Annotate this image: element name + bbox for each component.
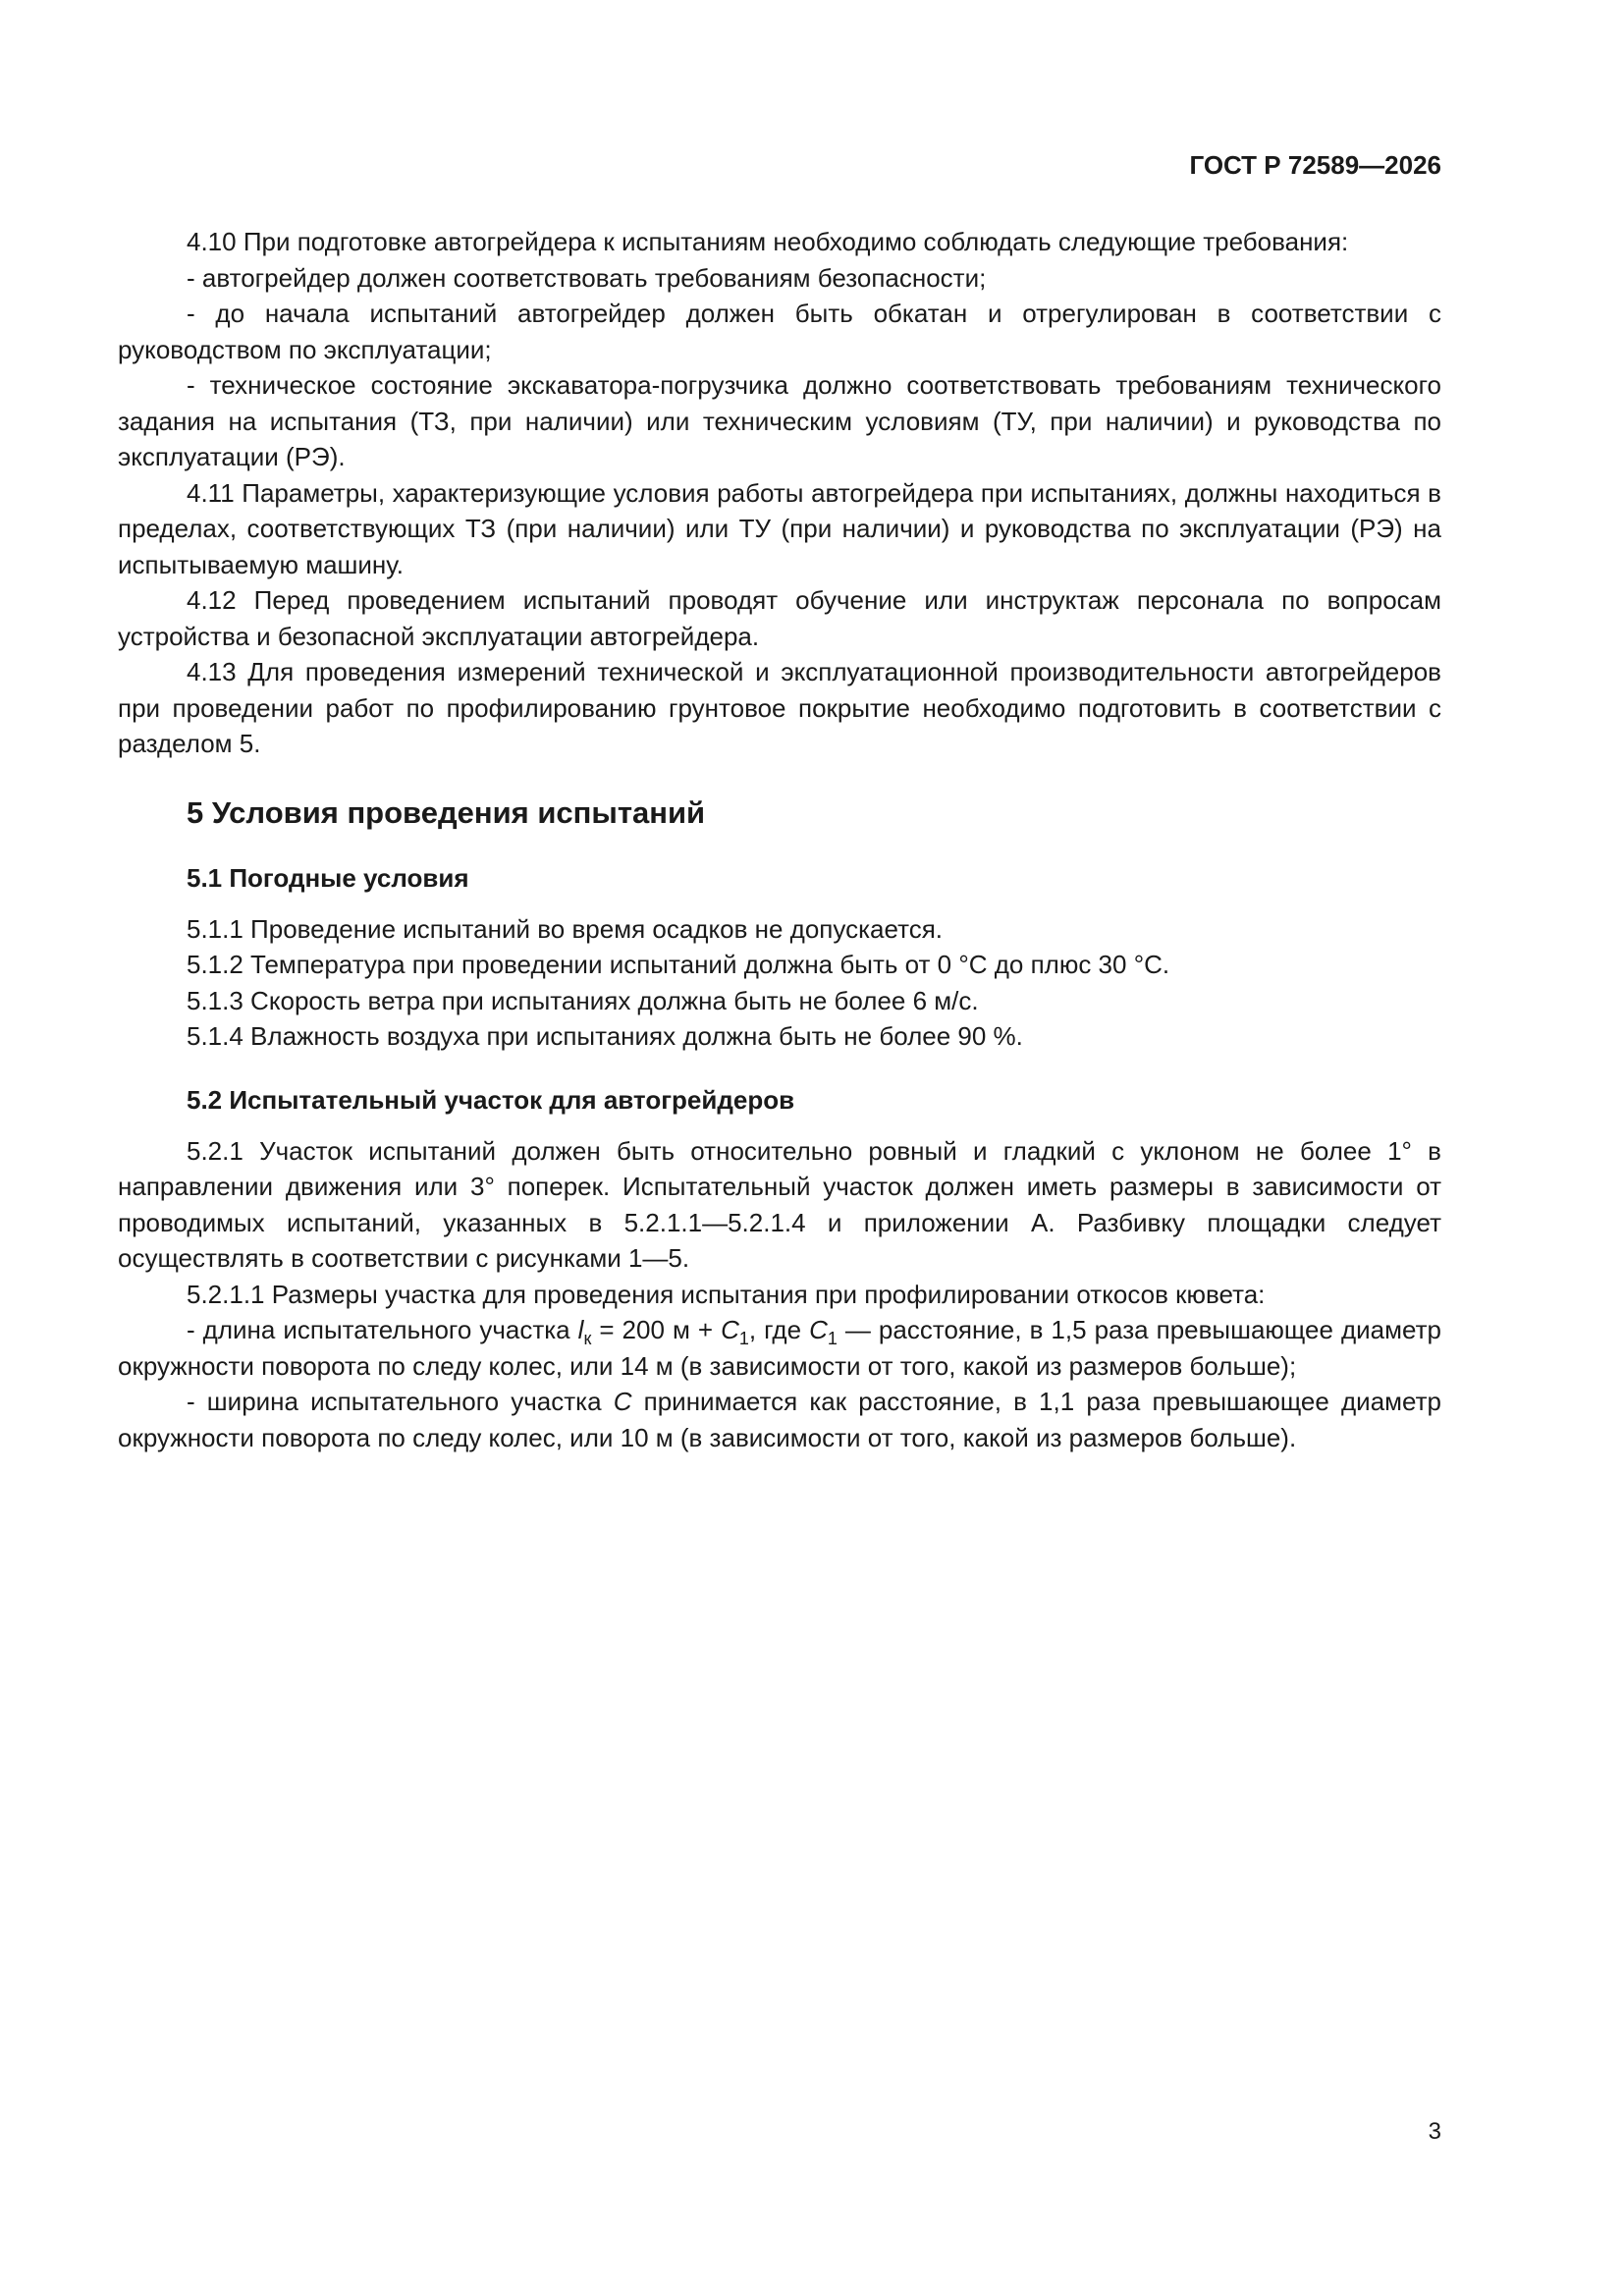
document-page (118, 0, 1441, 2296)
clause-4-10: 4.10 При подготовке автогрейдера к испытаниям необходимо соблюдать следующие требования: (187, 227, 1349, 256)
c-subscript: 1 (738, 1329, 749, 1348)
length-formula-text: = 200 м + (591, 1315, 722, 1344)
clause-5-2-1: 5.2.1 Участок испытаний должен быть относительно ровный и гладкий с уклоном не более 1° в направлении движения или 3° поперек. Испытательный участок должен иметь размеры в зависимости от проводимых испытаний, указанных в 5.2.1.1—5.2.1.4 и приложении А. Разбивку площадки следует осуществлять в соответствии с рисунками 1—5. (118, 1135, 1441, 1273)
clause-5-1-3: 5.1.3 Скорость ветра при испытаниях должна быть не более 6 м/с. (187, 985, 979, 1015)
length-item-rest: — расстояние, в 1,5 раза превышающее диаметр окружности поворота по следу колес, или 14 м (в зависимости от того, какой из размеров больше); (118, 1315, 1441, 1381)
document-code: ГОСТ Р 72589—2026 (1189, 150, 1441, 180)
length-item (118, 1312, 1441, 1384)
length-item-prefix: - длина испытательного участка (187, 1315, 578, 1344)
clause-5-1-4: 5.1.4 Влажность воздуха при испытаниях должна быть не более 90 %. (187, 1021, 1023, 1051)
l-symbol: l (577, 1315, 584, 1344)
width-item-rest: принимается как расстояние, в 1,1 раза превышающее диаметр окружности поворота по следу колес, или 10 м (в зависимости от того, какой из размеров больше). (118, 1387, 1441, 1452)
clause-4-12: 4.12 Перед проведением испытаний проводят обучение или инструктаж персонала по вопросам устройства и безопасной эксплуатации автогрейдера. (118, 585, 1441, 651)
clause-5-2-1-1: 5.2.1.1 Размеры участка для проведения испытания при профилировании откосов кювета: (187, 1279, 1266, 1309)
l-subscript: к (583, 1329, 592, 1348)
section-5-title: 5 Условия проведения испытаний (187, 794, 706, 830)
c-symbol: C (809, 1315, 828, 1344)
c-symbol: C (613, 1387, 632, 1416)
list-item: - до начала испытаний автогрейдер должен быть обкатан и отрегулирован в соответствии с руководством по эксплуатации; (118, 299, 1441, 364)
c-symbol: C (721, 1315, 739, 1344)
c-subscript: 1 (827, 1329, 838, 1348)
clause-5-1-1: 5.1.1 Проведение испытаний во время осадков не допускается. (187, 913, 944, 944)
width-item-prefix: - ширина испытательного участка (187, 1387, 614, 1416)
page-number: 3 (1428, 2118, 1441, 2145)
clause-5-1-2: 5.1.2 Температура при проведении испытаний должна быть от 0 °С до плюс 30 °С. (187, 950, 1170, 979)
width-item (118, 1384, 1441, 1455)
list-item: - автогрейдер должен соответствовать требованиям безопасности; (187, 262, 987, 293)
subsection-5-2-title: 5.2 Испытательный участок для автогрейдеров (187, 1084, 795, 1115)
clause-4-11: 4.11 Параметры, характеризующие условия работы автогрейдера при испытаниях, должны находиться в пределах, соответствующих ТЗ (при наличии) или ТУ (при наличии) и руководства по эксплуатации (РЭ) на испытываемую машину. (118, 477, 1441, 579)
length-formula-text: , где (748, 1315, 810, 1344)
clause-4-13: 4.13 Для проведения измерений технической и эксплуатационной производительности автогрейдеров при проведении работ по профилированию грунтовое покрытие необходимо подготовить в соответствии с разделом 5. (118, 657, 1441, 758)
subsection-5-1-title: 5.1 Погодные условия (187, 862, 469, 893)
list-item: - техническое состояние экскаватора-погрузчика должно соответствовать требованиям технического задания на испытания (ТЗ, при наличии) или техническим условиям (ТУ, при наличии) и руководства по эксплуатации (РЭ). (118, 370, 1441, 471)
document-body (118, 224, 1441, 1455)
